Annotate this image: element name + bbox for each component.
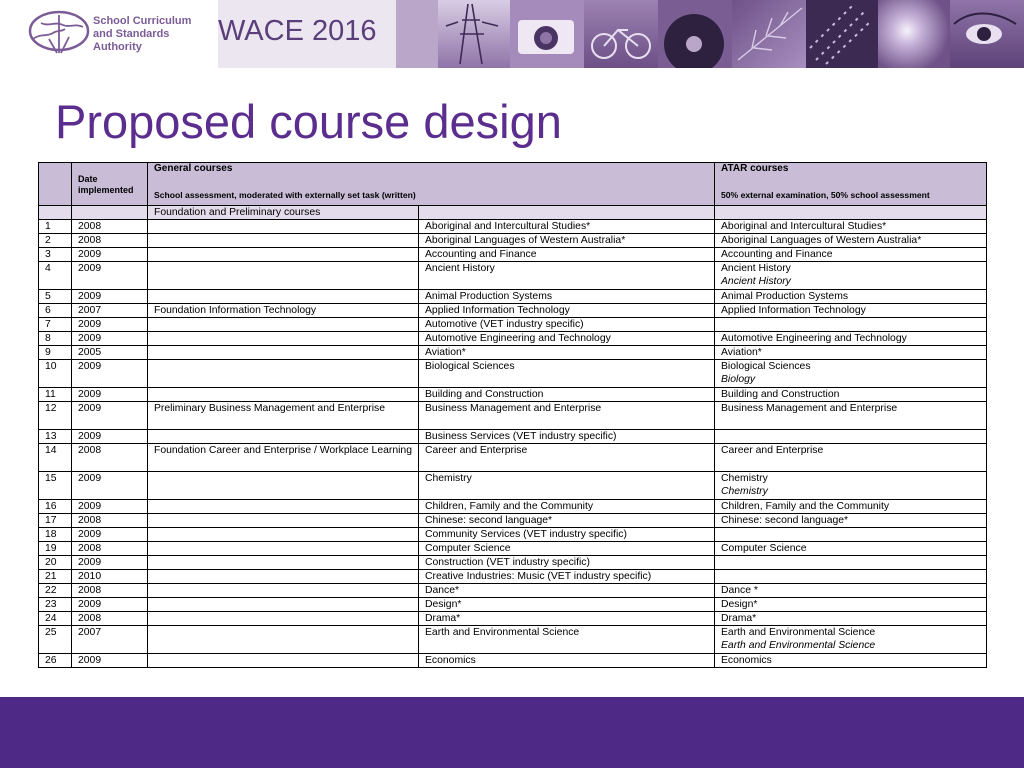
general-course: Construction (VET industry specific)	[419, 556, 715, 570]
wace-title: WACE 2016	[218, 15, 377, 47]
atar-course-name: Chemistry	[721, 473, 768, 484]
row-number: 18	[39, 528, 72, 542]
row-year: 2009	[72, 430, 148, 444]
atar-course	[715, 612, 987, 626]
row-year: 2009	[72, 472, 148, 500]
foundation-course	[148, 360, 419, 388]
row-year: 2009	[72, 318, 148, 332]
row-year: 2008	[72, 234, 148, 248]
row-number: 6	[39, 304, 72, 318]
general-courses-heading: General courses	[154, 163, 233, 174]
table-row	[39, 290, 987, 304]
sunburst-photo-icon	[878, 0, 950, 68]
row-year: 2009	[72, 598, 148, 612]
foundation-course	[148, 346, 419, 360]
row-number: 11	[39, 388, 72, 402]
row-year: 2009	[72, 528, 148, 542]
general-course: Career and Enterprise	[419, 444, 715, 472]
table-row	[39, 626, 987, 654]
table-row	[39, 234, 987, 248]
atar-course-extra: Ancient History	[721, 276, 791, 287]
row-number: 3	[39, 248, 72, 262]
atar-course	[715, 444, 987, 472]
foundation-course	[148, 500, 419, 514]
leaf-photo-icon	[732, 0, 806, 68]
foundation-course	[148, 332, 419, 346]
atar-course-name: Ancient History	[721, 263, 791, 274]
table-row	[39, 584, 987, 598]
row-number: 7	[39, 318, 72, 332]
vinyl-record-photo-icon	[658, 0, 732, 68]
atar-course-name: Economics	[721, 655, 772, 666]
atar-course-extra: Chemistry	[721, 486, 768, 497]
table-row	[39, 402, 987, 430]
atar-course-name: Dance *	[721, 585, 758, 596]
row-number: 12	[39, 402, 72, 430]
row-number: 22	[39, 584, 72, 598]
power-pylon-photo-icon	[438, 0, 510, 68]
foundation-course: Foundation Information Technology	[148, 304, 419, 318]
row-number: 1	[39, 220, 72, 234]
table-row	[39, 472, 987, 500]
foundation-course	[148, 472, 419, 500]
row-number: 8	[39, 332, 72, 346]
face-photo-icon	[950, 0, 1024, 68]
row-year: 2009	[72, 654, 148, 668]
table-row	[39, 528, 987, 542]
row-year: 2009	[72, 290, 148, 304]
row-number: 25	[39, 626, 72, 654]
logo-text	[93, 15, 213, 54]
table-row	[39, 388, 987, 402]
atar-course	[715, 234, 987, 248]
foundation-course: Foundation Career and Enterprise / Workplace Learning	[148, 444, 419, 472]
table-row	[39, 500, 987, 514]
atar-course	[715, 262, 987, 290]
row-year: 2009	[72, 556, 148, 570]
atar-courses-heading: ATAR courses	[721, 163, 789, 174]
row-year: 2009	[72, 332, 148, 346]
foundation-course	[148, 654, 419, 668]
table-row	[39, 612, 987, 626]
general-course: Drama*	[419, 612, 715, 626]
row-number: 16	[39, 500, 72, 514]
general-course: Accounting and Finance	[419, 248, 715, 262]
foundation-course	[148, 528, 419, 542]
table-row	[39, 346, 987, 360]
row-number: 2	[39, 234, 72, 248]
table-row	[39, 514, 987, 528]
table-row	[39, 542, 987, 556]
atar-course-name: Accounting and Finance	[721, 249, 833, 260]
atar-course	[715, 570, 987, 584]
atar-course-name: Career and Enterprise	[721, 445, 824, 456]
general-course: Children, Family and the Community	[419, 500, 715, 514]
table-row	[39, 654, 987, 668]
general-course: Computer Science	[419, 542, 715, 556]
general-course: Animal Production Systems	[419, 290, 715, 304]
table-row	[39, 318, 987, 332]
foundation-course	[148, 248, 419, 262]
general-course: Biological Sciences	[419, 360, 715, 388]
row-year: 2008	[72, 514, 148, 528]
row-year: 2010	[72, 570, 148, 584]
row-year: 2007	[72, 626, 148, 654]
foundation-subheader: Foundation and Preliminary courses	[148, 206, 419, 220]
row-number: 23	[39, 598, 72, 612]
course-table	[38, 162, 987, 668]
atar-course	[715, 290, 987, 304]
general-course: Automotive Engineering and Technology	[419, 332, 715, 346]
footer-bar	[0, 697, 1024, 768]
row-year: 2009	[72, 402, 148, 430]
foundation-course	[148, 234, 419, 248]
atar-course	[715, 430, 987, 444]
header-date: Date implemented	[72, 163, 148, 206]
row-number: 5	[39, 290, 72, 304]
row-year: 2009	[72, 500, 148, 514]
table-row	[39, 262, 987, 290]
foundation-course: Preliminary Business Management and Enterprise	[148, 402, 419, 430]
row-number: 19	[39, 542, 72, 556]
row-year: 2008	[72, 612, 148, 626]
atar-course	[715, 472, 987, 500]
atar-course-name: Computer Science	[721, 543, 807, 554]
row-number: 26	[39, 654, 72, 668]
foundation-course	[148, 514, 419, 528]
atar-course-name: Drama*	[721, 613, 757, 624]
table-row	[39, 248, 987, 262]
bicycle-photo-icon	[584, 0, 658, 68]
foundation-course	[148, 220, 419, 234]
atar-course	[715, 248, 987, 262]
atar-course-extra: Biology	[721, 374, 756, 385]
general-courses-subheading: School assessment, moderated with externally set task (written)	[154, 190, 416, 200]
table-row	[39, 360, 987, 388]
foundation-course	[148, 570, 419, 584]
power-pylon-photo-icon	[396, 0, 438, 68]
row-number: 13	[39, 430, 72, 444]
atar-course-name: Biological Sciences	[721, 361, 811, 372]
atar-course	[715, 360, 987, 388]
atar-course	[715, 626, 987, 654]
table-row	[39, 332, 987, 346]
foundation-course	[148, 556, 419, 570]
atar-course-extra: Earth and Environmental Science	[721, 640, 876, 651]
atar-course	[715, 304, 987, 318]
logo-line: and Standards	[93, 28, 170, 40]
atar-course	[715, 542, 987, 556]
atar-course	[715, 220, 987, 234]
row-number: 24	[39, 612, 72, 626]
row-year: 2008	[72, 584, 148, 598]
atar-course-name: Applied Information Technology	[721, 305, 866, 316]
atar-course-name: Design*	[721, 599, 758, 610]
scsa-logo-icon	[27, 9, 91, 59]
header-banner	[0, 0, 1024, 68]
row-year: 2008	[72, 220, 148, 234]
row-year: 2005	[72, 346, 148, 360]
general-course: Aboriginal and Intercultural Studies*	[419, 220, 715, 234]
general-course: Aboriginal Languages of Western Australia*	[419, 234, 715, 248]
row-number: 14	[39, 444, 72, 472]
foundation-course	[148, 612, 419, 626]
atar-course	[715, 584, 987, 598]
table-row	[39, 444, 987, 472]
foundation-course	[148, 290, 419, 304]
atar-course	[715, 556, 987, 570]
general-course: Business Management and Enterprise	[419, 402, 715, 430]
general-course: Creative Industries: Music (VET industry specific)	[419, 570, 715, 584]
header-num-cell	[39, 163, 72, 206]
general-course: Earth and Environmental Science	[419, 626, 715, 654]
atar-course-name: Chinese: second language*	[721, 515, 849, 526]
table-row	[39, 220, 987, 234]
atar-course	[715, 528, 987, 542]
table-row	[39, 570, 987, 584]
foundation-course	[148, 262, 419, 290]
row-year: 2009	[72, 262, 148, 290]
header-general-cell	[148, 163, 715, 206]
page-title: Proposed course design	[55, 95, 562, 148]
table-row	[39, 556, 987, 570]
atar-course	[715, 654, 987, 668]
atar-course-name: Aboriginal and Intercultural Studies*	[721, 221, 887, 232]
logo-line: Authority	[93, 41, 142, 53]
logo-line: School Curriculum	[93, 15, 192, 27]
general-course: Building and Construction	[419, 388, 715, 402]
atar-course	[715, 514, 987, 528]
atar-course-name: Aboriginal Languages of Western Australia*	[721, 235, 922, 246]
row-year: 2009	[72, 388, 148, 402]
table-row	[39, 598, 987, 612]
row-number: 15	[39, 472, 72, 500]
general-course: Applied Information Technology	[419, 304, 715, 318]
row-number: 20	[39, 556, 72, 570]
atar-course-name: Automotive Engineering and Technology	[721, 333, 907, 344]
general-course: Business Services (VET industry specific)	[419, 430, 715, 444]
row-number: 9	[39, 346, 72, 360]
general-course: Ancient History	[419, 262, 715, 290]
foundation-course	[148, 318, 419, 332]
table-header-row	[39, 163, 987, 206]
row-year: 2007	[72, 304, 148, 318]
general-course: Dance*	[419, 584, 715, 598]
general-course: Design*	[419, 598, 715, 612]
row-year: 2008	[72, 444, 148, 472]
table-row	[39, 430, 987, 444]
atar-course-name: Business Management and Enterprise	[721, 403, 898, 414]
row-year: 2008	[72, 542, 148, 556]
foundation-course	[148, 626, 419, 654]
row-year: 2009	[72, 360, 148, 388]
atar-course	[715, 332, 987, 346]
table-row	[39, 304, 987, 318]
atar-course	[715, 598, 987, 612]
atar-course	[715, 346, 987, 360]
foundation-course	[148, 584, 419, 598]
foundation-course	[148, 430, 419, 444]
atar-course-name: Animal Production Systems	[721, 291, 849, 302]
header-atar-cell	[715, 163, 987, 206]
atar-course-name: Aviation*	[721, 347, 762, 358]
atar-course-name: Building and Construction	[721, 389, 840, 400]
general-course: Automotive (VET industry specific)	[419, 318, 715, 332]
general-course: Chinese: second language*	[419, 514, 715, 528]
atar-course	[715, 402, 987, 430]
logo-area	[0, 0, 218, 68]
foundation-course	[148, 388, 419, 402]
atar-course-name: Children, Family and the Community	[721, 501, 890, 512]
foundation-subheader-row	[39, 206, 987, 220]
row-number: 10	[39, 360, 72, 388]
foundation-course	[148, 542, 419, 556]
row-number: 21	[39, 570, 72, 584]
atar-course	[715, 318, 987, 332]
atar-courses-subheading: 50% external examination, 50% school assessment	[721, 190, 930, 200]
general-course: Economics	[419, 654, 715, 668]
row-number: 4	[39, 262, 72, 290]
general-course: Community Services (VET industry specific)	[419, 528, 715, 542]
atar-course	[715, 500, 987, 514]
atar-course	[715, 388, 987, 402]
foundation-course	[148, 598, 419, 612]
course-table-body	[39, 206, 987, 668]
general-course: Aviation*	[419, 346, 715, 360]
row-number: 17	[39, 514, 72, 528]
general-course: Chemistry	[419, 472, 715, 500]
sparkle-photo-icon	[806, 0, 878, 68]
camera-photo-icon	[510, 0, 584, 68]
row-year: 2009	[72, 248, 148, 262]
atar-course-name: Earth and Environmental Science	[721, 627, 876, 638]
